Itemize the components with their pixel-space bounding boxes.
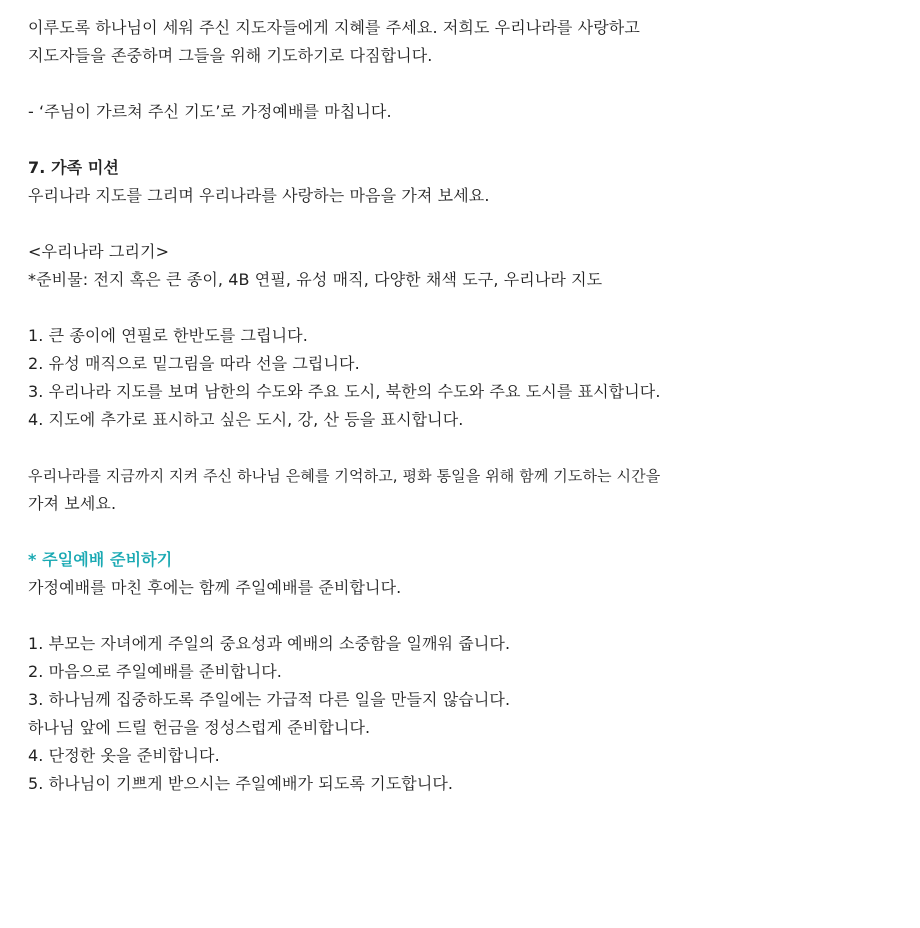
sunday-prep-item-3-continued: 하나님 앞에 드릴 헌금을 정성스럽게 준비합니다. bbox=[28, 718, 371, 737]
prayer-text-line-1: 이루도록 하나님이 세워 주신 지도자들에게 지혜를 주세요. 저희도 우리나라를 사랑하고 bbox=[28, 18, 640, 37]
closing-instruction: - ‘주님이 가르쳐 주신 기도’로 가정예배를 마칩니다. bbox=[28, 102, 392, 121]
spacer bbox=[28, 602, 892, 630]
activity-title: <우리나라 그리기> bbox=[28, 242, 170, 261]
mission-description: 우리나라 지도를 그리며 우리나라를 사랑하는 마음을 가져 보세요. bbox=[28, 186, 490, 205]
spacer bbox=[28, 210, 892, 238]
mission-closing-line-1: 우리나라를 지금까지 지켜 주신 하나님 은혜를 기억하고, 평화 통일을 위해 함께 기도하는 시간을 bbox=[28, 467, 661, 485]
mission-step-3: 3. 우리나라 지도를 보며 남한의 수도와 주요 도시, 북한의 수도와 주요 도시를 표시합니다. bbox=[28, 382, 661, 401]
prayer-text-line-2: 지도자들을 존중하며 그들을 위해 기도하기로 다짐합니다. bbox=[28, 46, 433, 65]
mission-step-4: 4. 지도에 추가로 표시하고 싶은 도시, 강, 산 등을 표시합니다. bbox=[28, 410, 464, 429]
mission-closing-line-2: 가져 보세요. bbox=[28, 494, 117, 513]
mission-step-1: 1. 큰 종이에 연필로 한반도를 그립니다. bbox=[28, 326, 308, 345]
mission-step-2: 2. 유성 매직으로 밑그림을 따라 선을 그립니다. bbox=[28, 354, 360, 373]
sunday-prep-heading: * 주일예배 준비하기 bbox=[28, 550, 173, 569]
sunday-prep-item-1: 1. 부모는 자녀에게 주일의 중요성과 예배의 소중함을 일깨워 줍니다. bbox=[28, 634, 511, 653]
sunday-prep-item-2: 2. 마음으로 주일예배를 준비합니다. bbox=[28, 662, 282, 681]
sunday-prep-item-4: 4. 단정한 옷을 준비합니다. bbox=[28, 746, 220, 765]
sunday-prep-item-3: 3. 하나님께 집중하도록 주일에는 가급적 다른 일을 만들지 않습니다. bbox=[28, 690, 511, 709]
spacer bbox=[28, 126, 892, 154]
spacer bbox=[28, 518, 892, 546]
sunday-prep-intro: 가정예배를 마친 후에는 함께 주일예배를 준비합니다. bbox=[28, 578, 402, 597]
spacer bbox=[28, 294, 892, 322]
mission-heading: 7. 가족 미션 bbox=[28, 158, 119, 177]
spacer bbox=[28, 70, 892, 98]
spacer bbox=[28, 434, 892, 462]
materials-list: *준비물: 전지 혹은 큰 종이, 4B 연필, 유성 매직, 다양한 채색 도구, 우리나라 지도 bbox=[28, 270, 603, 289]
sunday-prep-item-5: 5. 하나님이 기쁘게 받으시는 주일예배가 되도록 기도합니다. bbox=[28, 774, 454, 793]
